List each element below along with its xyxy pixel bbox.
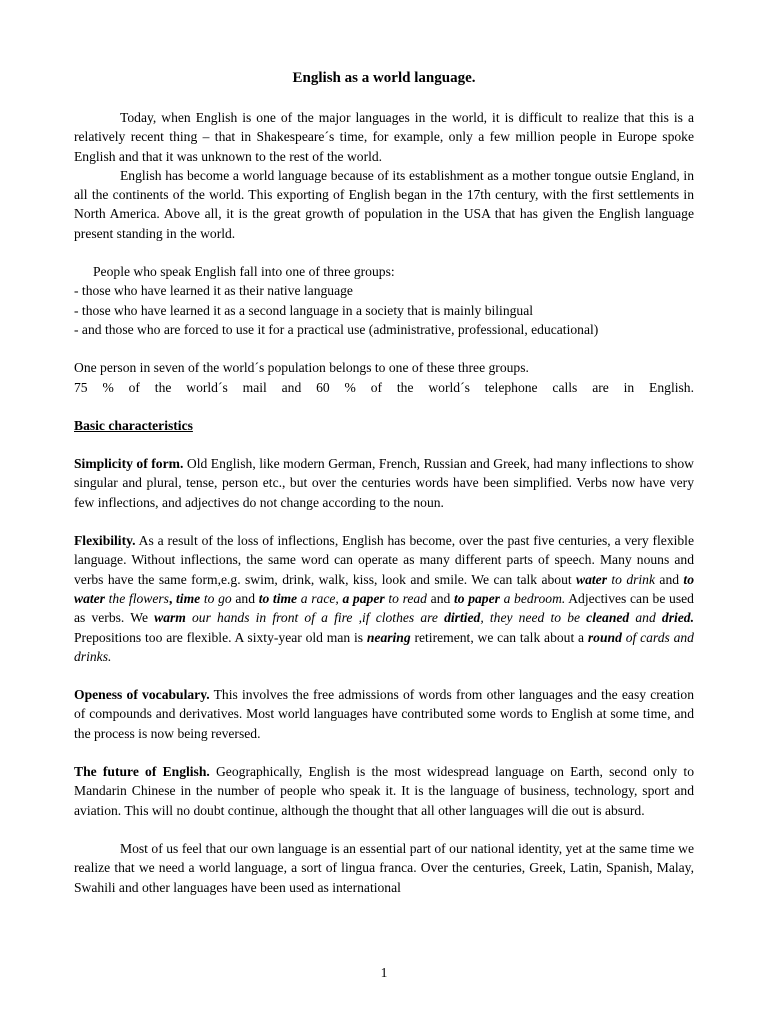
flex-example: water — [576, 571, 607, 587]
openness-paragraph — [74, 685, 694, 743]
page-title: English as a world language. — [292, 70, 476, 86]
groups-item-3: - and those who are forced to use it for a practical use (administrative, professional, educational) — [74, 321, 599, 337]
flex-example: our hands in front of a fire ,if clothes are — [185, 610, 445, 626]
flex-text: Prepositions too are flexible. A sixty-year old man is — [74, 629, 367, 645]
flex-example: the flowers — [104, 590, 169, 606]
document-body — [74, 108, 694, 897]
simplicity-label: Simplicity of form. — [74, 456, 184, 472]
closing-paragraph: Most of us feel that our own language is an essential part of our national identity, yet at the same time we realize that we need a world language, a sort of lingua franca. Over the centuries, Greek, Latin, Spanish, Malay, Swahili and other languages have been used as international — [74, 840, 694, 895]
openness-label: Openess of vocabulary. — [74, 687, 210, 703]
future-text: Geographically, English is the most widespread language on Earth, second only to Mandarin Chinese in the number of people who speak it. It is the language of business, technology, sport and aviation. This will no doubt continue, although the thought that all other languages will die out is absurd. — [74, 764, 694, 818]
intro-paragraph-1: Today, when English is one of the major languages in the world, it is difficult to realize that this is a relatively recent thing – that in Shakespeare´s time, for example, only a few million people in Europe spoke English and that it was unknown to the rest of the world. — [74, 110, 694, 164]
groups-item-2: - those who have learned it as a second language in a society that is mainly bilingual — [74, 302, 534, 318]
flexibility-label: Flexibility. — [74, 533, 136, 549]
page-number: 1 — [380, 965, 388, 980]
flex-example: warm — [154, 610, 186, 626]
flex-example: to paper — [453, 590, 500, 606]
flex-example: to water — [74, 571, 694, 606]
flex-example: a race, — [297, 590, 339, 606]
groups-lead: People who speak English fall into one of three groups: — [93, 264, 395, 280]
flex-example: a paper — [342, 590, 385, 606]
future-label: The future of English. — [74, 764, 210, 780]
flex-example: to go — [200, 590, 232, 606]
section-heading-basic — [74, 416, 694, 435]
basic-heading-text: Basic characteristics — [74, 417, 193, 433]
flex-example: dirtied — [444, 610, 481, 626]
flex-text: , — [168, 590, 177, 606]
flex-example: cleaned — [586, 610, 630, 626]
flex-example: to time — [258, 590, 298, 606]
flex-text: and — [655, 571, 684, 587]
flex-text: and — [231, 590, 259, 606]
flex-text: and — [426, 590, 454, 606]
flex-text: As a result of the loss of inflections, English has become, over the past five centuries, a very flexible language. Without inflections, the same word can operate as many different parts of speech. Many nouns and verbs have the same form,e.g. swim, drink, walk, kiss, look and smile. We can talk about — [74, 533, 694, 587]
flex-example: time — [176, 590, 201, 606]
flex-example: to read — [384, 590, 427, 606]
future-paragraph — [74, 762, 694, 820]
intro-paragraph-2: English has become a world language because of its establishment as a mother tongue outsie England, in all the continents of the world. This exporting of English began in the 17th century, with the first settlements in North America. Above all, it is the great growth of population in the USA that has given the English language present standing in the world. — [74, 167, 694, 241]
flex-example: nearing — [366, 629, 411, 645]
stats-line-1: One person in seven of the world´s population belongs to one of these three groups. — [74, 360, 529, 376]
flex-example: round — [587, 629, 622, 645]
flex-text: retirement, we can talk about a — [410, 629, 588, 645]
simplicity-text: Old English, like modern German, French, Russian and Greek, had many inflections to show singular and plural, tense, person etc., but over the centuries words have been simplified. Verbs now have very few inflections, and adjectives do not change according to the noun. — [74, 456, 694, 510]
openness-text: This involves the free admissions of words from other languages and the easy creation of compounds and derivatives. Most world languages have contributed some words to English at some time, and the process is now being reversed. — [74, 687, 695, 741]
groups-item-1: - those who have learned it as their native language — [74, 283, 353, 299]
flex-example: a bedroom. — [499, 590, 566, 606]
flex-example: and — [629, 610, 662, 626]
simplicity-paragraph — [74, 454, 694, 512]
flex-text: Adjectives can be used as verbs. We — [74, 590, 694, 626]
flex-example: to drink — [607, 571, 656, 587]
flex-example: of cards and drinks. — [74, 629, 694, 664]
flex-example: dried. — [661, 610, 694, 626]
flexibility-paragraph — [74, 531, 694, 666]
stats-line-2: 75 % of the world´s mail and 60 % of the world´s telephone calls are in English. — [74, 379, 694, 395]
flex-example: , they need to be — [480, 610, 587, 626]
